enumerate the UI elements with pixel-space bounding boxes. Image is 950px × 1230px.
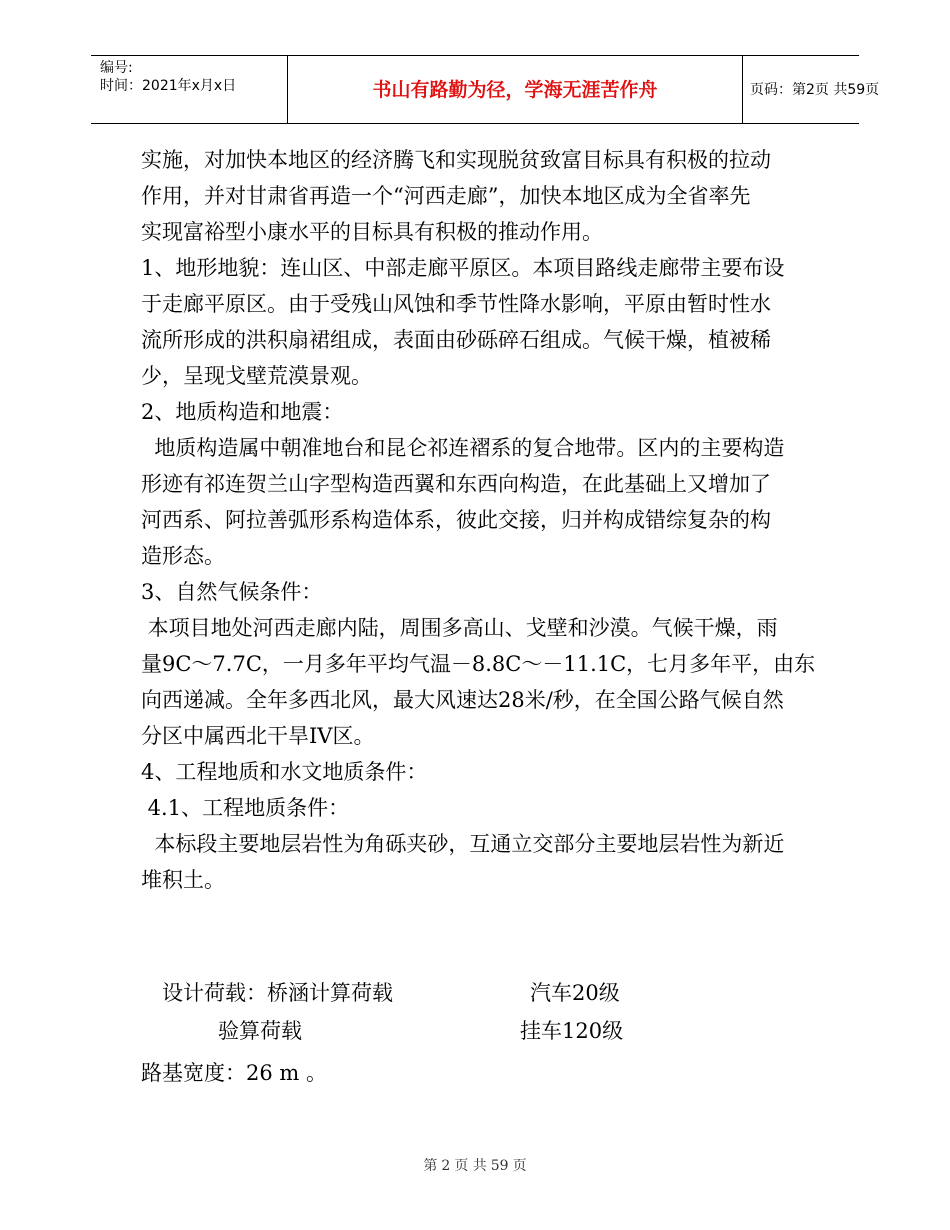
document-time-label: 时间：2021年x月x日 — [100, 78, 237, 94]
text-line: 实施，对加快本地区的经济腾飞和实现脱贫致富目标具有积极的拉动 — [141, 148, 771, 172]
text-line: 堆积土。 — [141, 868, 225, 892]
text-line: 河西系、阿拉善弧形系构造体系，彼此交接，归并构成错综复杂的构 — [141, 508, 771, 532]
footer-suffix: 页 — [512, 1158, 527, 1174]
text-line: 2、地质构造和地震： — [141, 400, 344, 424]
text-line: 3、自然气候条件： — [141, 580, 323, 604]
text-line: 造形态。 — [141, 544, 225, 568]
footer-mid: 页 共 — [454, 1158, 487, 1174]
body-text — [141, 142, 816, 898]
text-line: 量9C～7.7C，一月多年平均气温－8.8C～－11.1C，七月多年平，由东 — [141, 652, 816, 676]
design-load-value: 汽车20级 — [530, 981, 620, 1005]
text-line: 向西递减。全年多西北风，最大风速达28米/秒，在全国公路气候自然 — [141, 688, 784, 712]
text-line: 少，呈现戈壁荒漠景观。 — [141, 364, 372, 388]
footer-page-number: 2 — [441, 1158, 451, 1174]
text-line: 1、地形地貌：连山区、中部走廊平原区。本项目路线走廊带主要布设 — [141, 256, 785, 280]
page-footer — [0, 1157, 950, 1175]
design-load-label: 设计荷载：桥涵计算荷载 — [162, 981, 393, 1005]
text-line: 实现富裕型小康水平的目标具有积极的推动作用。 — [141, 220, 603, 244]
page-header — [91, 55, 880, 124]
header-page-info: 页码：第2页 共59页 — [750, 82, 880, 98]
text-line: 地质构造属中朝准地台和昆仑祁连褶系的复合地带。区内的主要构造 — [141, 436, 785, 460]
header-motto-cell — [287, 56, 743, 123]
text-line: 本项目地处河西走廊内陆，周围多高山、戈壁和沙漠。气候干燥，雨 — [141, 616, 778, 640]
text-line: 流所形成的洪积扇裙组成，表面由砂砾碎石组成。气候干燥，植被稀 — [141, 328, 771, 352]
roadbed-width: 路基宽度：26 m 。 — [141, 1061, 327, 1085]
document-number-label: 编号: — [100, 60, 133, 76]
text-line: 形迹有祁连贺兰山字型构造西翼和东西向构造，在此基础上又增加了 — [141, 472, 771, 496]
header-page-cell — [742, 56, 880, 123]
text-line: 4、工程地质和水文地质条件： — [141, 760, 428, 784]
check-load-value: 挂车120级 — [520, 1019, 624, 1043]
footer-prefix: 第 — [423, 1158, 438, 1174]
header-motto: 书山有路勤为径，学海无涯苦作舟 — [372, 79, 658, 101]
header-meta-cell — [91, 56, 287, 123]
text-line: 4.1、工程地质条件： — [141, 796, 350, 820]
text-line: 作用，并对甘肃省再造一个“河西走廊”，加快本地区成为全省率先 — [141, 184, 751, 208]
text-line: 本标段主要地层岩性为角砾夹砂，互通立交部分主要地层岩性为新近 — [141, 832, 785, 856]
check-load-label: 验算荷载 — [218, 1019, 302, 1043]
text-line: 分区中属西北干旱IV区。 — [141, 724, 375, 748]
text-line: 于走廊平原区。由于受残山风蚀和季节性降水影响，平原由暂时性水 — [141, 292, 771, 316]
footer-total-pages: 59 — [490, 1158, 509, 1174]
